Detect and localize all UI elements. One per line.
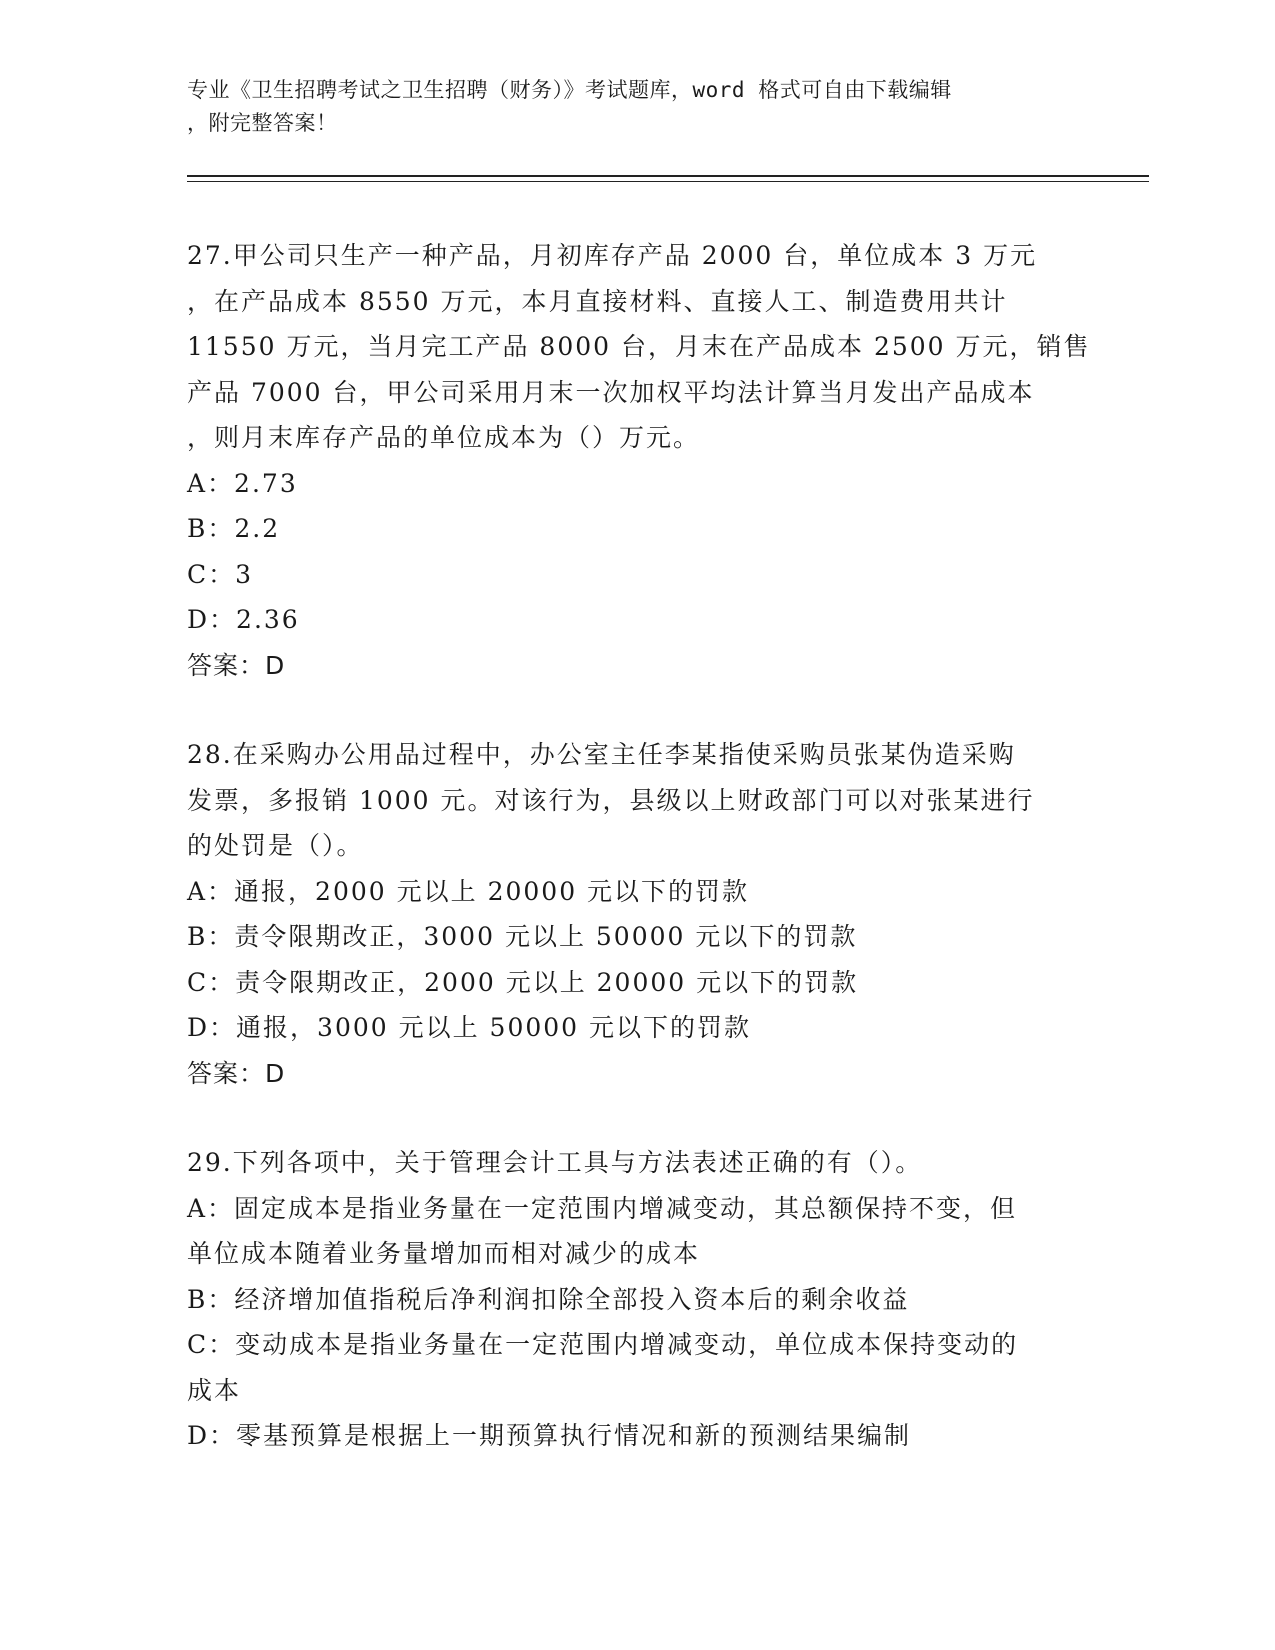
option-a: A：2.73 bbox=[187, 468, 298, 498]
question-27 bbox=[187, 233, 1091, 688]
answer-line: 答案：D bbox=[187, 650, 286, 680]
question-stem-line: 发票，多报销 1000 元。对该行为，县级以上财政部门可以对张某进行 bbox=[187, 785, 1035, 815]
option-c: C：责令限期改正，2000 元以上 20000 元以下的罚款 bbox=[187, 967, 859, 997]
question-28 bbox=[187, 732, 1087, 1096]
option-a: A：固定成本是指业务量在一定范围内增减变动，其总额保持不变，但 bbox=[187, 1193, 1018, 1223]
option-a: A：通报，2000 元以上 20000 元以下的罚款 bbox=[187, 876, 750, 906]
question-stem-line: 的处罚是（）。 bbox=[187, 831, 364, 860]
option-d: D：零基预算是根据上一期预算执行情况和新的预测结果编制 bbox=[187, 1421, 912, 1450]
option-b: B：2.2 bbox=[187, 514, 281, 543]
question-stem-line: 产品 7000 台，甲公司采用月末一次加权平均法计算当月发出产品成本 bbox=[187, 377, 1035, 407]
header-line: ，附完整答案！ bbox=[187, 111, 338, 135]
option-c: C：变动成本是指业务量在一定范围内增减变动，单位成本保持变动的 bbox=[187, 1330, 1019, 1359]
option-b: B：责令限期改正，3000 元以上 50000 元以下的罚款 bbox=[187, 922, 858, 951]
option-a-continued: 单位成本随着业务量增加而相对减少的成本 bbox=[187, 1239, 701, 1268]
answer-line: 答案：D bbox=[187, 1058, 286, 1088]
question-stem-line: 28.在采购办公用品过程中，办公室主任李某指使采购员张某伪造采购 bbox=[187, 740, 1016, 769]
option-d: D：通报，3000 元以上 50000 元以下的罚款 bbox=[187, 1013, 752, 1042]
question-stem-line: ，在产品成本 8550 万元，本月直接材料、直接人工、制造费用共计 bbox=[187, 286, 1008, 316]
question-list bbox=[187, 233, 1091, 1503]
question-stem-line: ，则月末库存产品的单位成本为（）万元。 bbox=[187, 423, 701, 452]
question-stem-line: 29.下列各项中，关于管理会计工具与方法表述正确的有（）。 bbox=[187, 1148, 923, 1177]
question-stem-line: 11550 万元，当月完工产品 8000 台，月末在产品成本 2500 万元，销售 bbox=[187, 332, 1091, 361]
option-d: D：2.36 bbox=[187, 605, 300, 634]
header-divider-thick bbox=[187, 175, 1149, 177]
header-divider-thin bbox=[187, 181, 1149, 182]
question-29 bbox=[187, 1140, 1087, 1459]
option-b: B：经济增加值指税后净利润扣除全部投入资本后的剩余收益 bbox=[187, 1284, 910, 1314]
option-c-continued: 成本 bbox=[187, 1375, 242, 1405]
option-c: C：3 bbox=[187, 559, 254, 589]
document-header bbox=[187, 74, 1087, 140]
question-stem-line: 27.甲公司只生产一种产品，月初库存产品 2000 台，单位成本 3 万元 bbox=[187, 241, 1038, 270]
header-line: 专业《卫生招聘考试之卫生招聘（财务）》考试题库，word 格式可自由下载编辑 bbox=[187, 78, 952, 102]
